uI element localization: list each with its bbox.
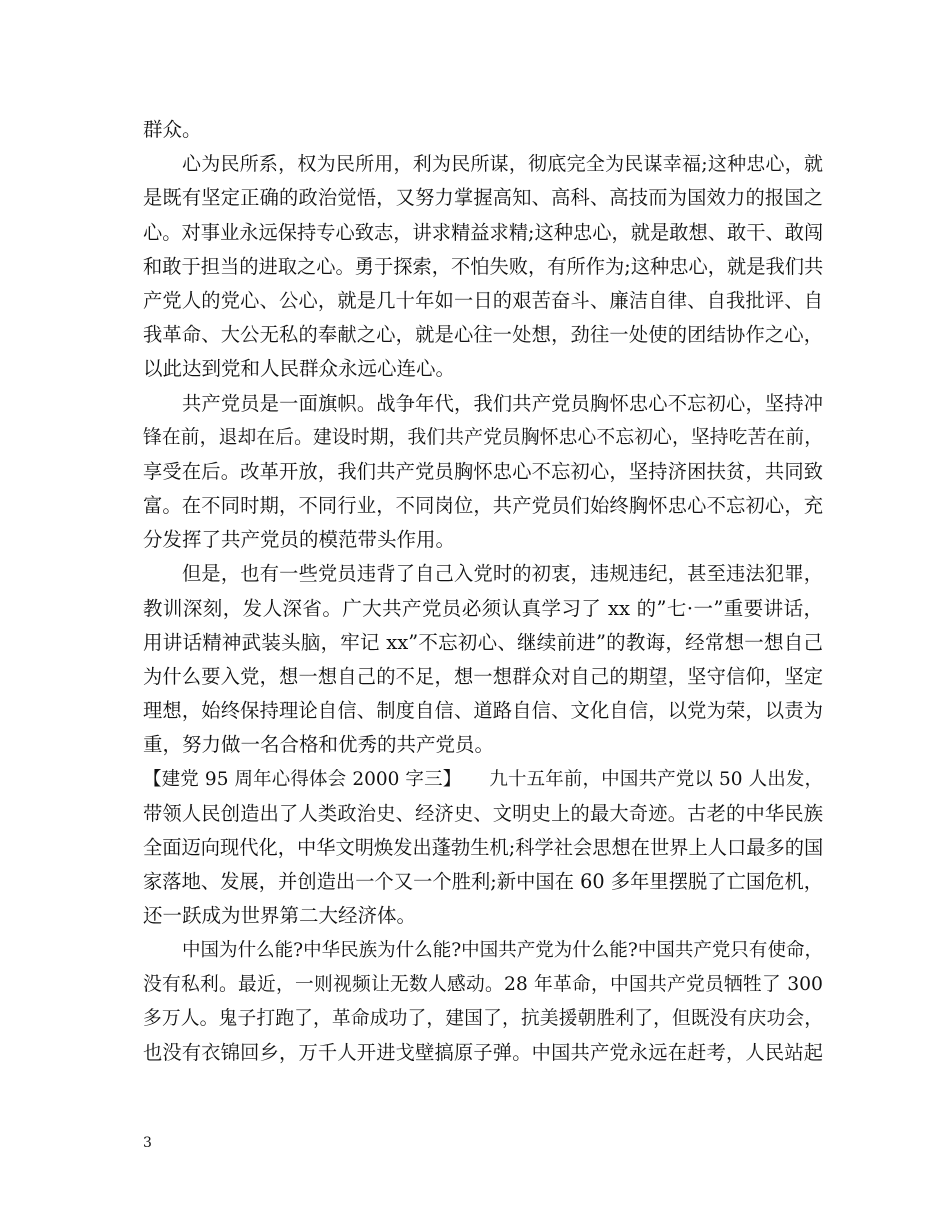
text-line: 和敢于担当的进取之心。勇于探索，不怕失败，有所作为;这种忠心，就是我们共 [143, 254, 824, 278]
text-line: 还一跃成为世界第二大经济体。 [143, 904, 417, 928]
paragraph [143, 147, 823, 386]
text-line: 教训深刻，发人深省。广大共产党员必须认真学习了 xx 的”七·一”重要讲话， [143, 596, 823, 620]
text-line: 中国为什么能?中华民族为什么能?中国共产党为什么能?中国共产党只有使命， [182, 939, 823, 961]
document-body [143, 113, 823, 1070]
text-line: 心。对事业永远保持专心致志，讲求精益求精;这种忠心，就是敢想、敢干、敢闯 [143, 220, 824, 244]
paragraph [143, 387, 823, 558]
text-line: 产党人的党心、公心，就是几十年如一日的艰苦奋斗、廉洁自律、自我批评、自 [143, 288, 823, 312]
text-line: 共产党员是一面旗帜。战争年代，我们共产党员胸怀忠心不忘初心，坚持冲 [182, 391, 823, 415]
text-line: 带领人民创造出了人类政治史、经济史、文明史上的最大奇迹。古老的中华民族 [143, 801, 823, 825]
text-line: 家落地、发展，并创造出一个又一个胜利;新中国在 60 多年里摆脱了亡国危机， [143, 870, 823, 894]
section-heading-line: 【建党 95 周年心得体会 2000 字三】 九十五年前，中国共产党以 50 人出发， [143, 768, 823, 790]
paragraph [143, 763, 823, 934]
paragraph [143, 557, 823, 762]
text-line: 分发挥了共产党员的模范带头作用。 [143, 528, 456, 552]
text-line: 以此达到党和人民群众永远心连心。 [143, 357, 456, 381]
paragraph [143, 113, 823, 147]
text-line: 锋在前，退却在后。建设时期，我们共产党员胸怀忠心不忘初心，坚持吃苦在前， [143, 426, 823, 448]
text-line: 用讲话精神武装头脑，牢记 xx”不忘初心、继续前进”的教诲，经常想一想自己 [143, 630, 823, 654]
text-line: 全面迈向现代化，中华文明焕发出蓬勃生机;科学社会思想在世界上人口最多的国 [143, 835, 824, 859]
text-line: 是既有坚定正确的政治觉悟，又努力掌握高知、高科、高技而为国效力的报国之 [143, 186, 823, 210]
text-line: 也没有衣锦回乡，万千人开进戈壁搞原子弹。中国共产党永远在赶考，人民站起 [143, 1041, 823, 1065]
text-line: 理想，始终保持理论自信、制度自信、道路自信、文化自信，以党为荣，以责为 [143, 699, 823, 723]
text-line: 心为民所系，权为民所用，利为民所谋，彻底完全为民谋幸福;这种忠心，就 [182, 153, 823, 176]
text-line: 我革命、大公无私的奉献之心，就是心往一处想，劲往一处使的团结协作之心， [143, 323, 823, 347]
text-line: 群众。 [143, 118, 202, 141]
text-line: 富。在不同时期，不同行业，不同岗位，共产党员们始终胸怀忠心不忘初心，充 [143, 494, 823, 518]
text-line: 没有私利。最近，一则视频让无数人感动。28 年革命，中国共产党员牺牲了 300 [143, 973, 823, 995]
paragraph [143, 934, 823, 1071]
text-line: 为什么要入党，想一想自己的不足，想一想群众对自己的期望，坚守信仰，坚定 [143, 665, 823, 688]
page-number: 3 [143, 1135, 152, 1151]
text-line: 重，努力做一名合格和优秀的共产党员。 [143, 733, 495, 757]
text-line: 享受在后。改革开放，我们共产党员胸怀忠心不忘初心，坚持济困扶贫，共同致 [143, 459, 823, 483]
text-line: 多万人。鬼子打跑了，革命成功了，建国了，抗美援朝胜利了，但既没有庆功会， [143, 1007, 823, 1029]
text-line: 但是，也有一些党员违背了自己入党时的初衷，违规违纪，甚至违法犯罪， [182, 562, 823, 586]
